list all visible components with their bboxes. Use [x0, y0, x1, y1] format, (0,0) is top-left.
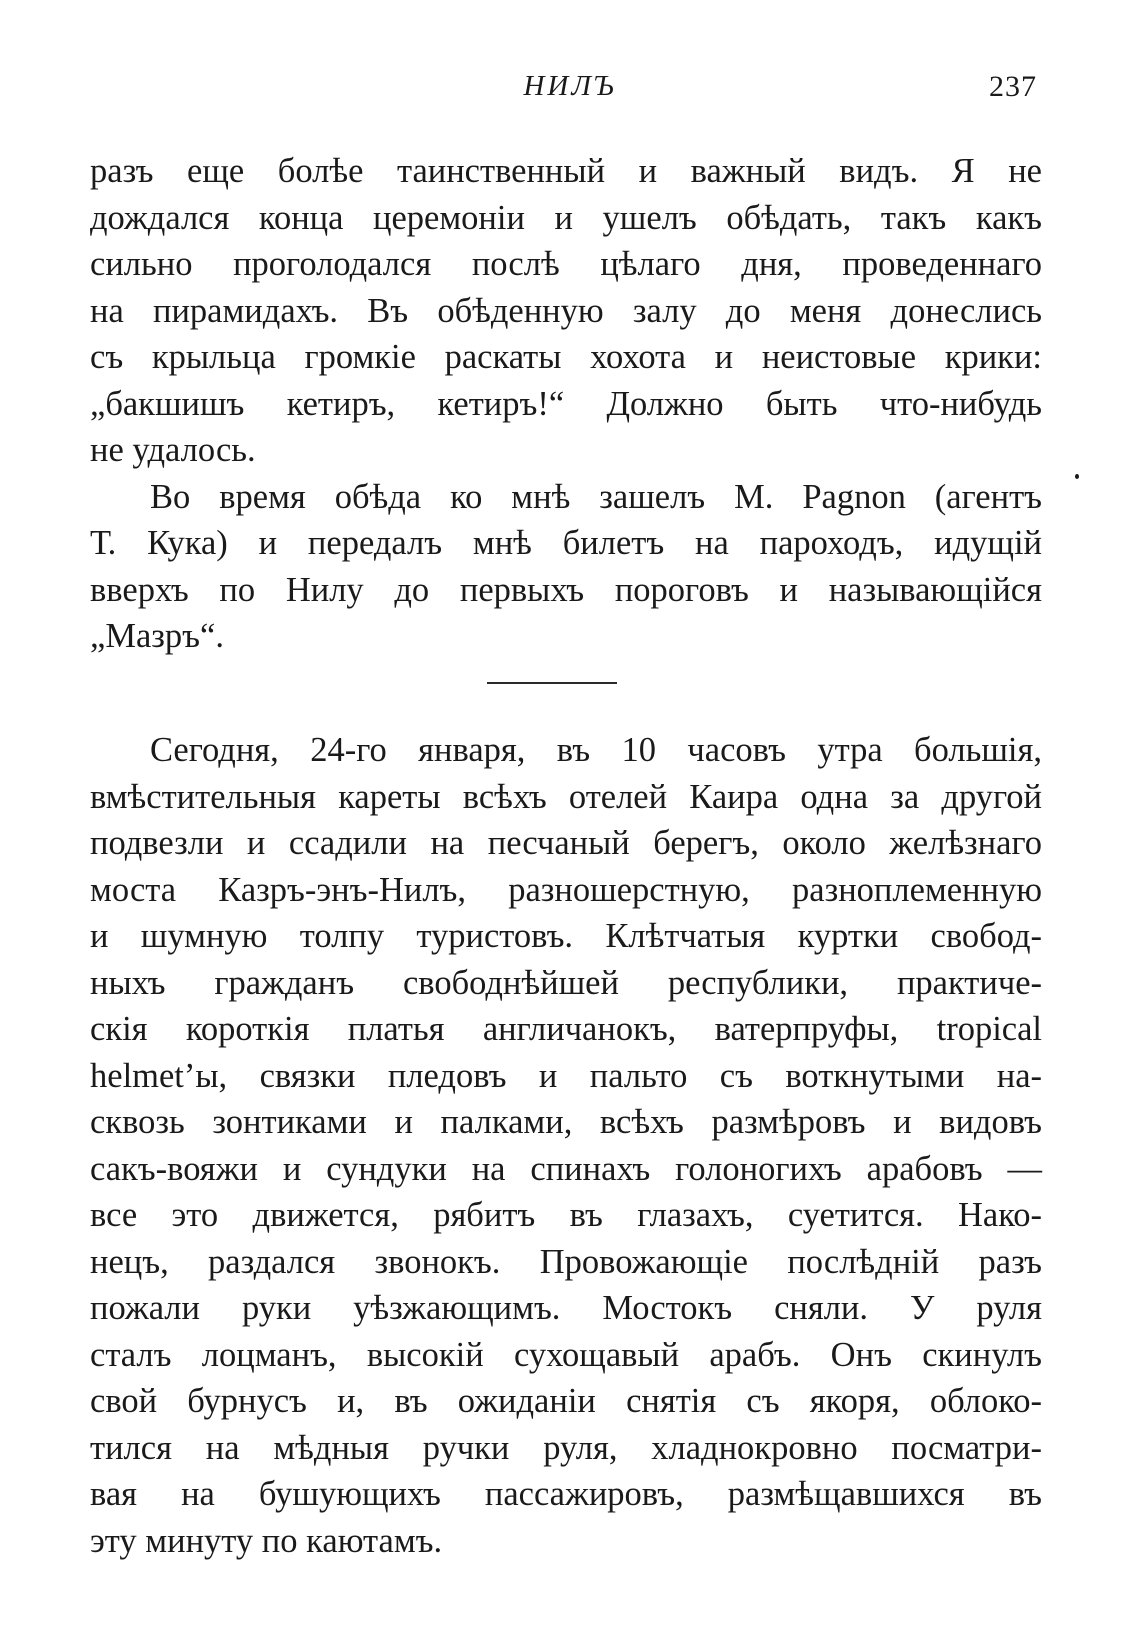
text-line: вая на бушующихъ пассажировъ, размѣщавшихся въ: [90, 1475, 1042, 1513]
text-line: и шумную толпу туристовъ. Клѣтчатыя куртки свобод-: [90, 917, 1042, 955]
section-divider: [487, 682, 617, 684]
text-line: „бакшишъ кетиръ, кетиръ!“ Должно быть что-нибудь: [90, 384, 1042, 423]
text-line: вверхъ по Нилу до первыхъ пороговъ и называющійся: [90, 570, 1042, 609]
page-number: 237: [989, 70, 1037, 103]
text-line: Сегодня, 24-го января, въ 10 часовъ утра большія,: [150, 731, 1042, 769]
text-line: Т. Кука) и передалъ мнѣ билетъ на пароходъ, идущій: [90, 524, 1042, 562]
text-line: эту минуту по каютамъ.: [90, 1521, 443, 1560]
running-title: НИЛЪ: [523, 70, 617, 102]
text-line: сильно проголодался послѣ цѣлаго дня, проведеннаго: [90, 245, 1042, 283]
text-line: все это движется, рябитъ въ глазахъ, суетится. Нако-: [90, 1196, 1042, 1234]
text-line: дождался конца церемоніи и ушелъ обѣдать, такъ какъ: [90, 198, 1042, 237]
text-line: не удалось.: [90, 431, 256, 469]
paragraph-block-one: [90, 148, 1042, 660]
text-line: сквозь зонтиками и палками, всѣхъ размѣровъ и видовъ: [90, 1103, 1042, 1141]
text-line: helmet’ы, связки пледовъ и пальто съ воткнутыми на-: [90, 1056, 1042, 1095]
text-line: пожали руки уѣзжающимъ. Мостокъ сняли. У руля: [90, 1289, 1042, 1327]
text-line: Во время обѣда ко мнѣ зашелъ М. Pagnon (агентъ: [150, 477, 1042, 516]
text-line: подвезли и ссадили на песчаный берегъ, около желѣзнаго: [90, 824, 1042, 862]
text-line: скія короткія платья англичанокъ, ватерпруфы, tropical: [90, 1010, 1042, 1048]
text-line: ныхъ гражданъ свободнѣйшей республики, практиче-: [90, 963, 1042, 1002]
text-line: разъ еще болѣе таинственный и важный видъ. Я не: [90, 152, 1042, 190]
text-line: нецъ, раздался звонокъ. Провожающіе послѣдній разъ: [90, 1242, 1042, 1281]
text-line: тился на мѣдныя ручки руля, хладнокровно посматри-: [90, 1428, 1042, 1467]
ink-speck: [1075, 474, 1079, 479]
text-line: вмѣстительныя кареты всѣхъ отелей Каира одна за другой: [90, 777, 1042, 816]
paragraph-block-two: [90, 727, 1042, 1564]
text-line: сталъ лоцманъ, высокій сухощавый арабъ. Онъ скинулъ: [90, 1335, 1042, 1374]
text-line: на пирамидахъ. Въ обѣденную залу до меня донеслись: [90, 291, 1042, 330]
text-line: свой бурнусъ и, въ ожиданіи снятія съ якоря, облоко-: [90, 1382, 1042, 1420]
text-line: „Мазръ“.: [90, 617, 224, 655]
text-line: моста Казръ-энъ-Нилъ, разношерстную, разноплеменную: [90, 870, 1042, 909]
text-line: сакъ-вояжи и сундуки на спинахъ голоногихъ арабовъ —: [90, 1149, 1042, 1188]
text-line: съ крыльца громкіе раскаты хохота и неистовые крики:: [90, 338, 1042, 376]
